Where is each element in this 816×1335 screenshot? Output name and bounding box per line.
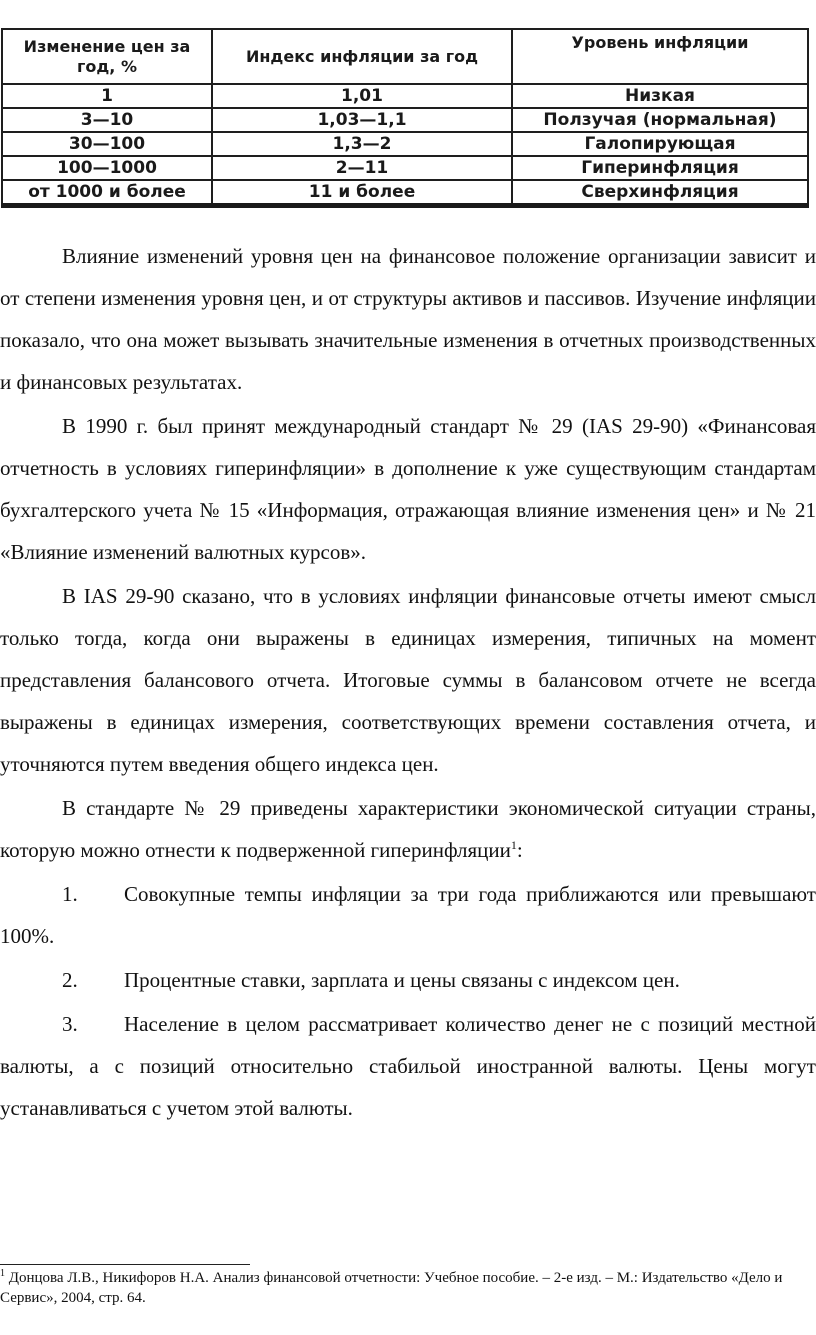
list-intro-text: В стандарте № 29 приведены характеристики экономической ситуации страны, которую можно отнести к подверженной гиперинфляции: [0, 796, 816, 862]
header-inflation-level: Уровень инфляции: [512, 29, 808, 84]
footnote: [0, 1268, 790, 1308]
document-body: [0, 235, 816, 1131]
cell-inflation-index: 1,01: [212, 84, 512, 108]
cell-inflation-index: 11 и более: [212, 180, 512, 206]
list-item: [0, 873, 816, 957]
paragraph: В IAS 29-90 сказано, что в условиях инфляции финансовые отчеты имеют смысл только тогда, когда они выражены в единицах измерения, типичных на момент представления балансового отчета. Итоговые суммы в балансовом отчете не всегда выражены в единицах измерения, соответствующих времени составления отчета, и уточняются путем введения общего индекса цен.: [0, 584, 816, 776]
list-intro-colon: :: [516, 838, 523, 862]
table-header-row: [2, 29, 808, 84]
header-inflation-index: Индекс инфляции за год: [212, 29, 512, 84]
cell-price-change: 100—1000: [2, 156, 212, 180]
cell-price-change: от 1000 и более: [2, 180, 212, 206]
footnote-text: Донцова Л.В., Никифоров Н.А. Анализ финансовой отчетности: Учебное пособие. – 2-е изд. – М.: Издательство «Дело и Сервис», 2004, стр. 64.: [0, 1270, 783, 1306]
list-item-text: Совокупные темпы инфляции за три года приближаются или превышают 100%.: [0, 882, 816, 948]
list-item-text: Население в целом рассматривает количество денег не с позиций местной валюты, а с позиций относительно стабильой иностранной валюты. Цены могут устанавливаться с учетом этой валюты.: [0, 1012, 816, 1120]
cell-inflation-level: Низкая: [512, 84, 808, 108]
footnote-reference[interactable]: 1: [510, 838, 517, 852]
cell-inflation-index: 1,3—2: [212, 132, 512, 156]
cell-price-change: 30—100: [2, 132, 212, 156]
list-item-number: 3.: [62, 1012, 78, 1036]
list-item: [0, 959, 816, 1001]
table-row: [2, 132, 808, 156]
list-item-number: 2.: [62, 968, 78, 992]
cell-inflation-level: Галопирующая: [512, 132, 808, 156]
paragraph: Влияние изменений уровня цен на финансовое положение организации зависит и от степени изменения уровня цен, и от структуры активов и пассивов. Изучение инфляции показало, что она может вызывать значительные изменения в отчетных производственных и финансовых результатах.: [0, 244, 816, 394]
paragraph: В 1990 г. был принят международный стандарт № 29 (IAS 29-90) «Финансовая отчетность в условиях гиперинфляции» в дополнение к уже существующим стандартам бухгалтерского учета № 15 «Информация, отражающая влияние изменения цен» и № 21 «Влияние изменений валютных курсов».: [0, 414, 816, 564]
list-item-text: Процентные ставки, зарплата и цены связаны с индексом цен.: [124, 968, 680, 992]
cell-inflation-level: Ползучая (нормальная): [512, 108, 808, 132]
footnote-marker: 1: [0, 1268, 5, 1279]
cell-inflation-level: Гиперинфляция: [512, 156, 808, 180]
table-row: [2, 84, 808, 108]
footnote-separator: [0, 1264, 250, 1265]
table-row: [2, 180, 808, 206]
cell-inflation-index: 1,03—1,1: [212, 108, 512, 132]
cell-inflation-level: Сверхинфляция: [512, 180, 808, 206]
cell-inflation-index: 2—11: [212, 156, 512, 180]
inflation-table: [1, 28, 809, 208]
table-row: [2, 108, 808, 132]
list-item: [0, 1003, 816, 1129]
table-row: [2, 156, 808, 180]
cell-price-change: 1: [2, 84, 212, 108]
paragraph-list-intro: [0, 787, 816, 871]
list-item-number: 1.: [62, 882, 78, 906]
cell-price-change: 3—10: [2, 108, 212, 132]
header-price-change: Изменение цен за год, %: [2, 29, 212, 84]
